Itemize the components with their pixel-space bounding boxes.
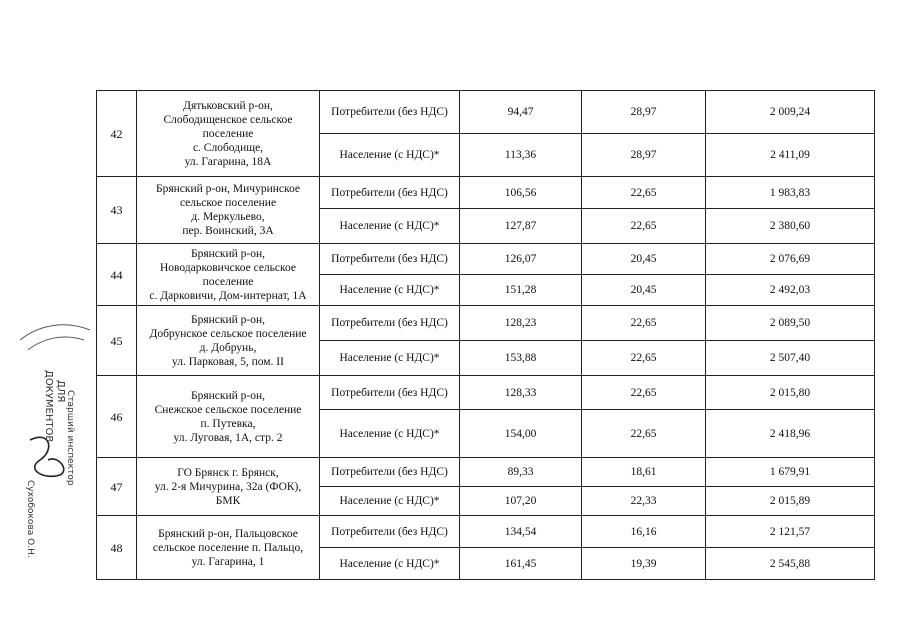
address-line: БМК — [215, 494, 241, 507]
value-3-cell: 2 015,80 — [706, 376, 875, 410]
value-2-cell: 20,45 — [582, 275, 706, 306]
address-line: ул. Парковая, 5, пом. II — [172, 355, 284, 368]
address-line: ул. Луговая, 1А, стр. 2 — [173, 431, 283, 444]
consumer-type-cell: Потребители (без НДС) — [320, 376, 460, 410]
address-line: Брянский р-он, — [190, 247, 266, 260]
consumer-type-cell: Потребители (без НДС) — [320, 516, 460, 548]
address-line: пер. Воинский, 3А — [182, 225, 274, 237]
address-line: Новодарковичское сельское — [159, 261, 297, 274]
row-number: 44 — [97, 244, 137, 306]
value-1-cell: 154,00 — [460, 410, 582, 458]
value-1-cell: 126,07 — [460, 244, 582, 275]
consumer-type-cell: Население (с НДС)* — [320, 410, 460, 458]
address-line: д. Меркульево, — [191, 211, 265, 223]
value-2-cell: 22,65 — [582, 177, 706, 209]
consumer-type-cell: Население (с НДС)* — [320, 487, 460, 516]
consumer-type-cell: Население (с НДС)* — [320, 548, 460, 580]
address-line: сельское поселение — [179, 197, 277, 209]
value-1-cell: 151,28 — [460, 275, 582, 306]
value-3-cell: 2 507,40 — [706, 341, 875, 376]
tariff-table — [96, 90, 875, 580]
value-3-cell: 2 089,50 — [706, 306, 875, 341]
svg-text:ДОКУМЕНТОВ: ДОКУМЕНТОВ — [43, 370, 54, 443]
value-3-cell: 2 492,03 — [706, 275, 875, 306]
table-row — [97, 244, 875, 275]
address-line: сельское поселение п. Пальцо, — [152, 541, 304, 554]
table-row — [97, 516, 875, 548]
consumer-type-cell: Население (с НДС)* — [320, 134, 460, 177]
value-1-cell: 161,45 — [460, 548, 582, 580]
table-row — [97, 306, 875, 341]
value-2-cell: 28,97 — [582, 91, 706, 134]
table-row — [97, 177, 875, 209]
value-3-cell: 2 015,89 — [706, 487, 875, 516]
consumer-type-cell: Население (с НДС)* — [320, 209, 460, 244]
address-line: ул. 2-я Мичурина, 32а (ФОК), — [154, 480, 302, 493]
address-line: Дятьковский р-он, — [183, 99, 273, 112]
consumer-type-cell: Население (с НДС)* — [320, 275, 460, 306]
table-row — [97, 91, 875, 134]
value-1-cell: 94,47 — [460, 91, 582, 134]
consumer-type-cell: Потребители (без НДС) — [320, 244, 460, 275]
value-3-cell: 1 679,91 — [706, 458, 875, 487]
address-line: ГО Брянск г. Брянск, — [177, 466, 279, 479]
table-row — [97, 458, 875, 487]
value-1-cell: 106,56 — [460, 177, 582, 209]
value-2-cell: 22,33 — [582, 487, 706, 516]
value-2-cell: 22,65 — [582, 410, 706, 458]
address-line: Брянский р-он, — [190, 389, 266, 402]
address-line: Слободищенское сельское — [163, 113, 293, 126]
value-2-cell: 22,65 — [582, 376, 706, 410]
consumer-type-cell: Население (с НДС)* — [320, 341, 460, 376]
value-2-cell: 22,65 — [582, 341, 706, 376]
value-3-cell: 2 411,09 — [706, 134, 875, 177]
address-cell — [137, 177, 320, 244]
address-line: Снежское сельское поселение — [154, 403, 302, 416]
value-1-cell: 127,87 — [460, 209, 582, 244]
table-row — [97, 376, 875, 410]
row-number: 47 — [97, 458, 137, 516]
value-3-cell: 2 418,96 — [706, 410, 875, 458]
address-cell — [137, 306, 320, 376]
value-2-cell: 22,65 — [582, 209, 706, 244]
value-2-cell: 22,65 — [582, 306, 706, 341]
address-line: поселение — [202, 127, 254, 140]
consumer-type-cell: Потребители (без НДС) — [320, 177, 460, 209]
address-cell — [137, 91, 320, 177]
value-3-cell: 2 076,69 — [706, 244, 875, 275]
value-2-cell: 28,97 — [582, 134, 706, 177]
address-line: п. Путевка, — [200, 417, 256, 430]
consumer-type-cell: Потребители (без НДС) — [320, 458, 460, 487]
address-line: с. Дарковичи, Дом-интернат, 1А — [149, 289, 307, 302]
value-2-cell: 19,39 — [582, 548, 706, 580]
value-2-cell: 20,45 — [582, 244, 706, 275]
table-body — [97, 91, 875, 580]
stamp-signature-icon — [0, 310, 100, 600]
row-number: 46 — [97, 376, 137, 458]
address-line: с. Слободище, — [192, 141, 264, 154]
address-line: д. Добрунь, — [199, 341, 257, 354]
address-line: ул. Гагарина, 1 — [191, 555, 265, 568]
row-number: 48 — [97, 516, 137, 580]
row-number: 43 — [97, 177, 137, 244]
address-cell — [137, 516, 320, 580]
value-1-cell: 113,36 — [460, 134, 582, 177]
address-line: поселение — [202, 275, 254, 288]
svg-text:Сухобокова О.Н.: Сухобокова О.Н. — [25, 480, 35, 558]
svg-text:Старший инспектор: Старший инспектор — [65, 390, 75, 486]
value-1-cell: 128,33 — [460, 376, 582, 410]
row-number: 42 — [97, 91, 137, 177]
value-3-cell: 2 121,57 — [706, 516, 875, 548]
address-line: Брянский р-он, — [190, 313, 266, 326]
address-line: Добрунское сельское поселение — [149, 327, 307, 340]
consumer-type-cell: Потребители (без НДС) — [320, 91, 460, 134]
value-1-cell: 134,54 — [460, 516, 582, 548]
value-1-cell: 89,33 — [460, 458, 582, 487]
address-line: Брянский р-он, Пальцовское — [158, 527, 298, 540]
address-cell — [137, 376, 320, 458]
address-line: ул. Гагарина, 18А — [184, 155, 272, 168]
value-1-cell: 107,20 — [460, 487, 582, 516]
address-line: Брянский р-он, Мичуринское — [156, 183, 300, 195]
value-3-cell: 2 545,88 — [706, 548, 875, 580]
value-2-cell: 18,61 — [582, 458, 706, 487]
consumer-type-cell: Потребители (без НДС) — [320, 306, 460, 341]
value-1-cell: 128,23 — [460, 306, 582, 341]
address-cell — [137, 244, 320, 306]
value-3-cell: 2 380,60 — [706, 209, 875, 244]
address-cell — [137, 458, 320, 516]
value-3-cell: 1 983,83 — [706, 177, 875, 209]
row-number: 45 — [97, 306, 137, 376]
value-2-cell: 16,16 — [582, 516, 706, 548]
value-3-cell: 2 009,24 — [706, 91, 875, 134]
value-1-cell: 153,88 — [460, 341, 582, 376]
svg-text:ДЛЯ: ДЛЯ — [55, 380, 66, 403]
